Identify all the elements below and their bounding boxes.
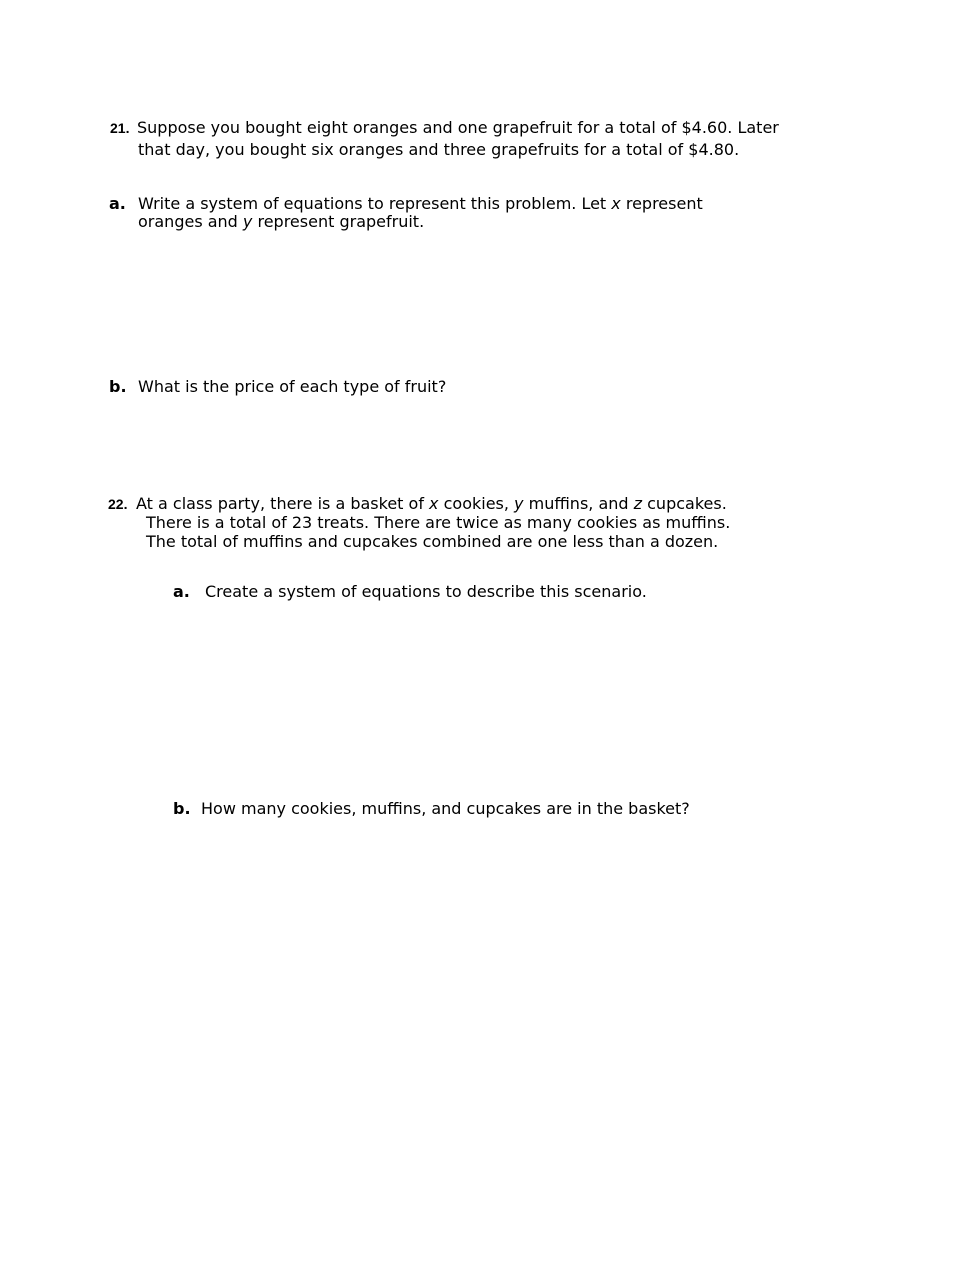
question-stem-line: There is a total of 23 treats. There are twice as many cookies as muffins. bbox=[146, 513, 731, 532]
variable-y: y bbox=[514, 494, 524, 513]
part-label: b. bbox=[109, 377, 127, 396]
question-number: 22. bbox=[108, 496, 128, 512]
part-text: Create a system of equations to describe this scenario. bbox=[205, 582, 647, 601]
question-stem-line: The total of muffins and cupcakes combined are one less than a dozen. bbox=[146, 532, 719, 551]
variable-y: y bbox=[242, 212, 253, 231]
part-text: What is the price of each type of fruit? bbox=[138, 377, 447, 396]
part-label: a. bbox=[109, 194, 126, 213]
variable-x: x bbox=[611, 194, 621, 213]
part-text: How many cookies, muffins, and cupcakes are in the basket? bbox=[201, 799, 690, 818]
part-text-line: oranges and y represent grapefruit. bbox=[138, 212, 425, 231]
question-stem-line: At a class party, there is a basket of x cookies, y muffins, and z cupcakes. bbox=[136, 494, 727, 513]
part-label: b. bbox=[173, 799, 191, 818]
part-text-line: Write a system of equations to represent this problem. Let x represent bbox=[138, 194, 703, 213]
question-stem-line: Suppose you bought eight oranges and one grapefruit for a total of $4.60. Later bbox=[137, 118, 779, 137]
question-number: 21. bbox=[110, 120, 130, 136]
variable-z: z bbox=[633, 494, 643, 513]
part-label: a. bbox=[173, 582, 190, 601]
question-stem-line: that day, you bought six oranges and three grapefruits for a total of $4.80. bbox=[138, 140, 740, 159]
variable-x: x bbox=[429, 494, 439, 513]
